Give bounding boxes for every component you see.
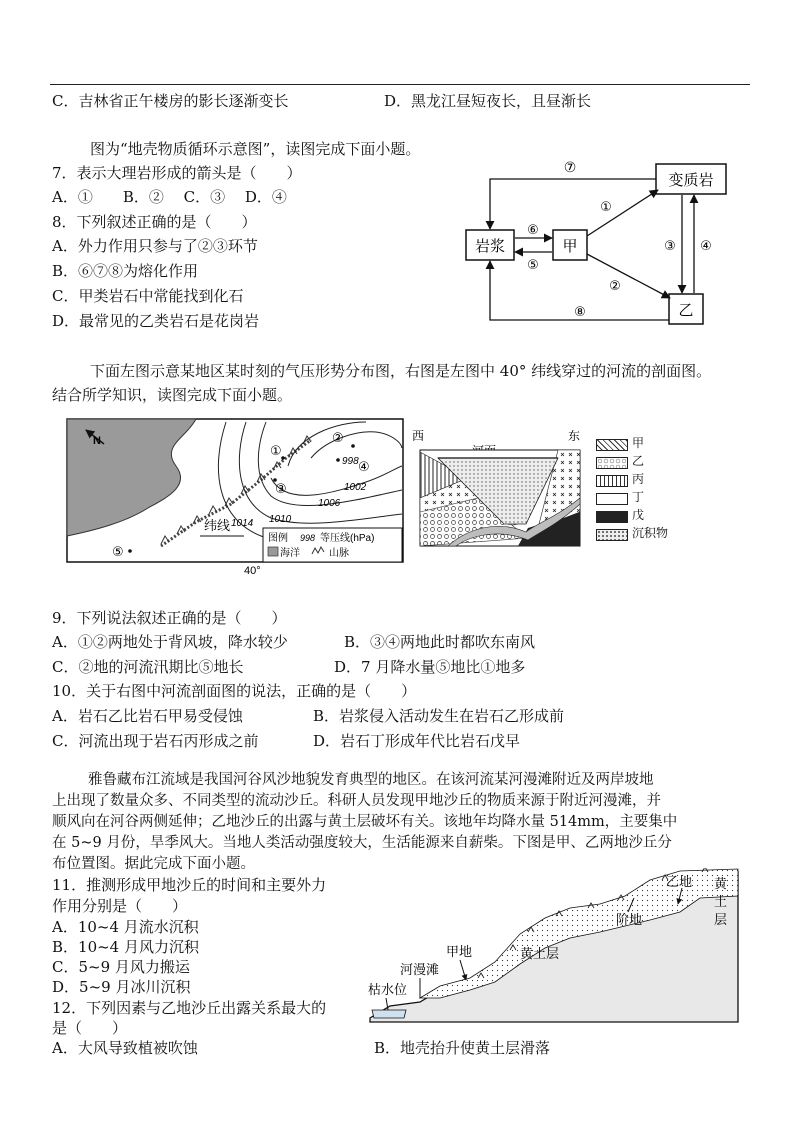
q11-option-b: B．10~4 月风力沉积: [52, 938, 199, 956]
point-4: ④: [358, 459, 370, 474]
profile-legend: [596, 436, 696, 544]
q12-option-a: A．大风导致植被吹蚀: [52, 1039, 198, 1057]
arrow-1: [587, 190, 658, 236]
q6-option-d: D．黑龙江昼短夜长，且昼渐长: [384, 92, 592, 110]
legend-yi: 乙: [632, 454, 645, 468]
isobar-label-1006: 1006: [318, 498, 341, 509]
q10-stem: 10．关于右图中河流剖面图的说法，正确的是（ ）: [52, 682, 417, 700]
label-loess-layer: 黄土层: [520, 946, 560, 961]
arrow-4-label: ④: [700, 238, 712, 253]
q12-stem-line1: 12．下列因素与乙地沙丘出露关系最大的: [52, 999, 327, 1017]
arrow-7: [490, 179, 656, 229]
legend-sediment: 沉积物: [632, 526, 669, 540]
profile-east: 东: [568, 429, 581, 443]
q11-stem-line1: 11．推测形成甲地沙丘的时间和主要外力: [52, 876, 327, 894]
q8-option-b: B．⑥⑦⑧为熔化作用: [52, 262, 199, 280]
dune-position-figure: [360, 868, 742, 1040]
q9-stem: 9．下列说法叙述正确的是（ ）: [52, 609, 287, 627]
arrow-1-label: ①: [600, 199, 612, 214]
metamorphic-label: 变质岩: [668, 172, 714, 189]
group2-intro-line2: 结合所学知识，读图完成下面小题。: [52, 386, 293, 404]
latitude-value: 40°: [244, 565, 261, 577]
q8-option-a: A．外力作用只参与了②③环节: [52, 237, 258, 255]
profile-west: 西: [412, 429, 425, 443]
q9-option-a: A．①②两地处于背风坡，降水较少: [52, 633, 288, 651]
label-terrace: 阶地: [616, 912, 643, 927]
group3-intro-line4: 在 5~9 月份，旱季风大。当地人类活动强度较大，生活能源来自薪柴。下图是甲、乙两地沙丘分: [52, 835, 672, 851]
q9-option-b: B．③④两地此时都吹东南风: [344, 633, 536, 651]
legend-bing: 丙: [632, 472, 645, 486]
q8-option-d: D．最常见的乙类岩石是花岗岩: [52, 312, 260, 330]
arrow-3-label: ③: [664, 238, 676, 253]
legend-wu: 戊: [632, 508, 645, 522]
legend-ding: 丁: [632, 490, 645, 504]
q12-option-b: B．地壳抬升使黄土层滑落: [374, 1039, 551, 1057]
legend-isobar-sample: 998: [300, 533, 316, 543]
group3-intro-line2: 上出现了数量众多、不同类型的流动沙丘。科研人员发现甲地沙丘的物质来源于附近河漫滩，并: [52, 793, 661, 809]
arrow-2: [587, 254, 670, 298]
arrow-2-label: ②: [609, 278, 621, 293]
jia-label: 甲: [562, 238, 578, 255]
q10-option-b: B．岩浆侵入活动发生在岩石乙形成前: [313, 707, 565, 725]
arrow-6-label: ⑥: [527, 222, 539, 237]
q6-option-c: C．吉林省正午楼房的影长逐渐变长: [52, 92, 289, 110]
isobar-label-998: 998: [342, 456, 359, 467]
pressure-map: [66, 418, 404, 578]
legend-isobar: 等压线(hPa): [320, 533, 375, 544]
label-floodplain: 河漫滩: [400, 962, 440, 977]
q7-stem: 7．表示大理岩形成的箭头是（ ）: [52, 164, 302, 182]
label-yi-di: 乙地: [666, 874, 693, 889]
group3-intro-line5: 布位置图。据此完成下面小题。: [52, 856, 255, 872]
latitude-line-label: 纬线: [204, 518, 231, 533]
q8-option-c: C．甲类岩石中常能找到化石: [52, 287, 244, 305]
group3-intro-line1: 雅鲁藏布江流域是我国河谷风沙地貌发育典型的地区。在该河流某河漫滩附近及两岸坡地: [88, 772, 654, 788]
group2-intro-line1: 下面左图示意某地区某时刻的气压形势分布图，右图是左图中 40° 纬线穿过的河流的剖面图。: [90, 362, 712, 380]
arrow-5-label: ⑤: [527, 257, 539, 272]
north-label: N: [93, 435, 101, 447]
label-jia-di: 甲地: [446, 944, 473, 959]
point-3: ③: [275, 481, 287, 496]
q9-option-d: D．7 月降水量⑤地比①地多: [334, 658, 526, 676]
legend-title: 图例: [268, 533, 288, 544]
legend-jia: 甲: [632, 436, 645, 450]
legend-mountain: 山脉: [329, 548, 349, 559]
yi-label: 乙: [678, 302, 694, 319]
q10-option-c: C．河流出现于岩石丙形成之前: [52, 732, 259, 750]
river-profile: [408, 428, 592, 548]
q10-option-a: A．岩石乙比岩石甲易受侵蚀: [52, 707, 243, 725]
isobar-label-1010: 1010: [269, 514, 292, 525]
arrow-8-label: ⑧: [574, 304, 586, 319]
q11-option-d: D．5~9 月冰川沉积: [52, 978, 191, 996]
group1-intro: 图为“地壳物质循环示意图”，读图完成下面小题。: [90, 140, 421, 158]
q11-stem-line2: 作用分别是（ ）: [52, 897, 188, 915]
q12-stem-line2: 是（ ）: [52, 1019, 128, 1037]
q9-option-c: C．②地的河流汛期比⑤地长: [52, 658, 244, 676]
q11-option-a: A．10~4 月流水沉积: [52, 918, 199, 936]
q10-option-d: D．岩石丁形成年代比岩石戊早: [313, 732, 521, 750]
q11-option-c: C．5~9 月风力搬运: [52, 958, 190, 976]
label-low-water: 枯水位: [368, 982, 408, 997]
river-water-low: [372, 1010, 406, 1018]
group3-intro-line3: 顺风向在河谷两侧延伸；乙地沙丘的出露与黄土层破坏有关。该地年均降水量 514mm，主要集中: [52, 814, 678, 830]
isobar-label-1002: 1002: [344, 482, 367, 493]
point-2: ②: [332, 430, 344, 445]
arrow-7-label: ⑦: [563, 159, 577, 175]
label-loess-v3: 层: [714, 912, 728, 927]
q7-options: A．① B．② C．③ D．④: [52, 188, 287, 206]
label-loess-v2: 土: [714, 894, 728, 909]
magma-label: 岩浆: [474, 238, 506, 255]
q8-stem: 8．下列叙述正确的是（ ）: [52, 213, 257, 231]
top-rule: [50, 84, 750, 85]
legend-ocean: 海洋: [280, 548, 300, 559]
rock-cycle-diagram: [460, 150, 740, 335]
point-5: ⑤: [112, 544, 124, 559]
point-1: ①: [270, 443, 282, 458]
isobar-label-1014: 1014: [231, 518, 254, 529]
label-loess-v1: 黄: [714, 876, 728, 891]
